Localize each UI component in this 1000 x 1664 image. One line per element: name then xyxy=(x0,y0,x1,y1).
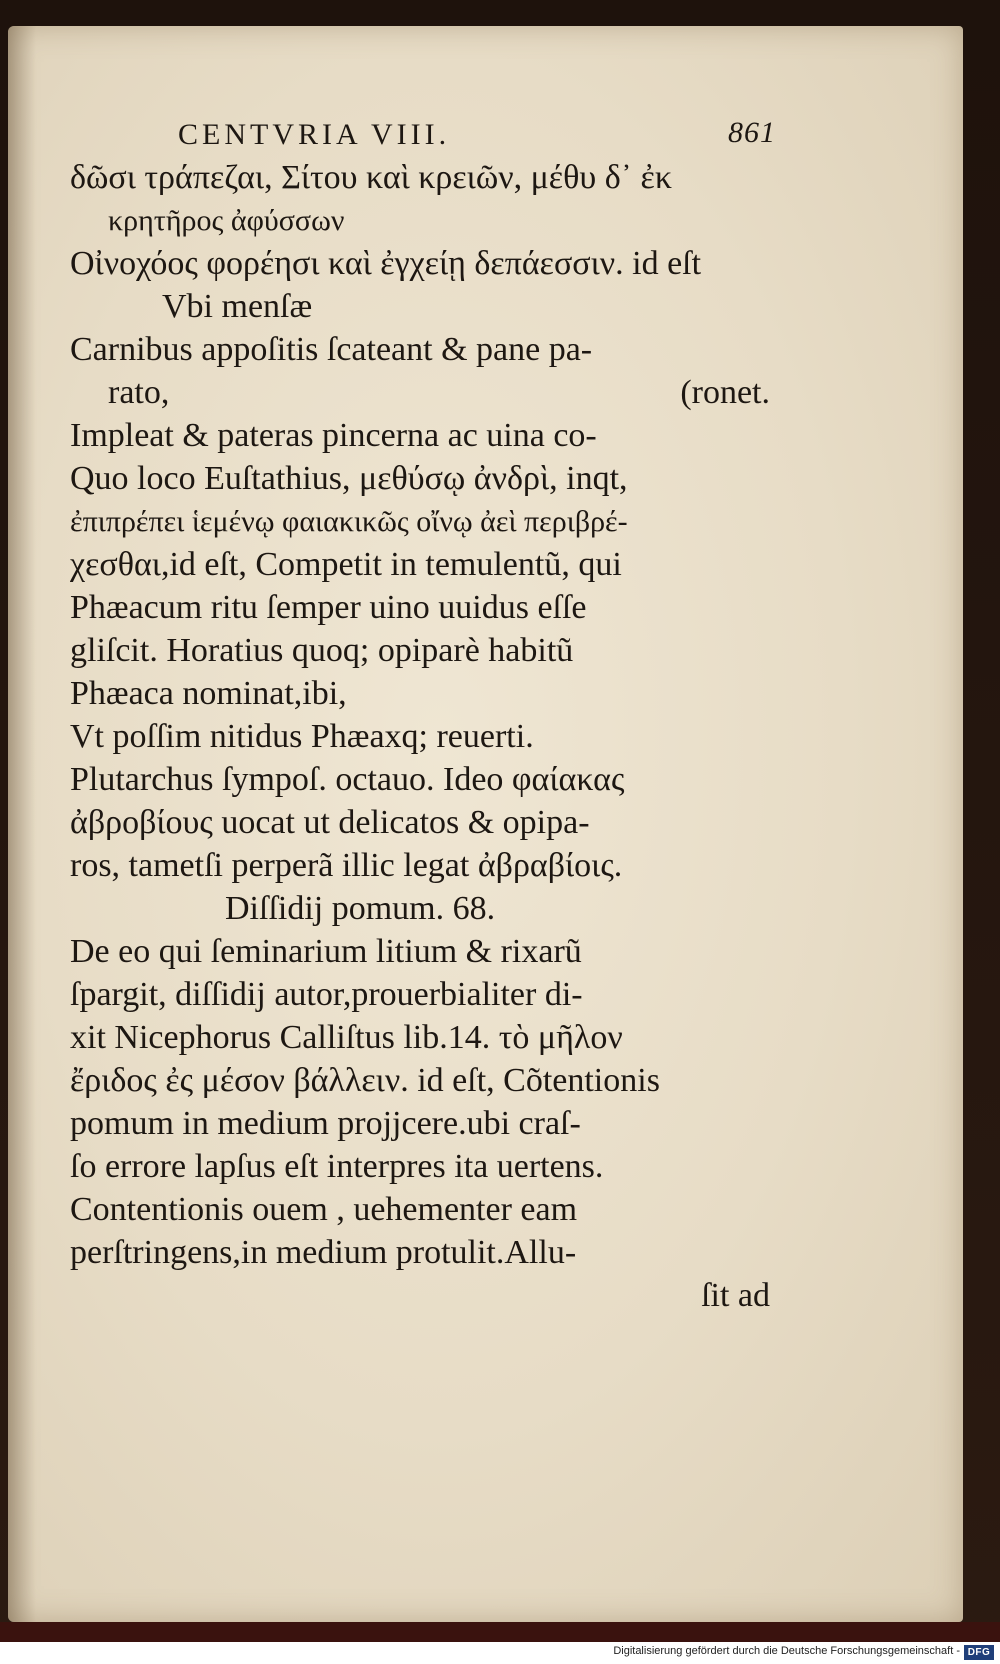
text-line: gliſcit. Horatius quoq; opiparè habitũ xyxy=(70,632,574,669)
text-line: ſo errore lapſus eſt interpres ita uertens. xyxy=(70,1148,604,1185)
text-line: κρητῆρος ἀφύσσων xyxy=(108,204,345,237)
text-line: Contentionis ouem , uehementer eam xyxy=(70,1191,578,1228)
page-header xyxy=(70,112,776,156)
page-text-block xyxy=(70,112,776,1317)
text-line: Phæaca nominat,ibi, xyxy=(70,675,347,712)
digitization-credit: Digitalisierung gefördert durch die Deutsche Forschungsgemeinschaft - xyxy=(613,1645,960,1657)
footer-strip xyxy=(0,1642,1000,1664)
text-line: Phæacum ritu ſemper uino uuidus eſſe xyxy=(70,589,587,626)
catchword-line xyxy=(70,1274,770,1317)
text-line: Vbi menſæ xyxy=(162,288,313,325)
text-line-with-tail xyxy=(70,371,770,414)
catchword: ſit ad xyxy=(701,1277,770,1314)
text-line: ἐπιπρέπει ἱεμένῳ φαιακικῶς οἴνῳ ἀεὶ περιβρέ- xyxy=(70,505,628,538)
text-line: δῶσι τράπεζαι, Σίτου καὶ κρειῶν, μέθυ δ᾽ ἐκ xyxy=(70,159,672,196)
text-line: rato, xyxy=(108,374,170,411)
text-line: ros, tametſi perperã illic legat ἀβραβίοις. xyxy=(70,847,623,884)
dfg-logo-icon: DFG xyxy=(964,1645,994,1660)
section-heading: Diſſidij pomum. 68. xyxy=(225,890,496,927)
text-line: χεσθαι,id eſt, Competit in temulentũ, qui xyxy=(70,546,622,583)
text-line: Plutarchus ſympoſ. octauo. Ideo φαίακας xyxy=(70,761,625,798)
text-line: Οἰνοχόος φορέησι καὶ ἐγχείῃ δεπάεσσιν. id eſt xyxy=(70,245,702,282)
text-line: perſtringens,in medium protulit.Allu- xyxy=(70,1234,577,1271)
page-number: 861 xyxy=(728,116,776,149)
text-line: ἀβροβίους uocat ut delicatos & opipa- xyxy=(70,804,590,841)
running-head: CENTVRIA VIII. xyxy=(178,118,451,151)
text-line: xit Nicephorus Calliſtus lib.14. τὸ μῆλον xyxy=(70,1019,623,1056)
text-line: Quo loco Euſtathius, μεθύσῳ ἀνδρὶ, inqt, xyxy=(70,460,628,497)
text-line: De eo qui ſeminarium litium & rixarũ xyxy=(70,933,582,970)
page-bottom-edge xyxy=(0,1622,1000,1642)
text-line-tail: (ronet. xyxy=(680,374,770,411)
text-line: Carnibus appoſitis ſcateant & pane pa- xyxy=(70,331,593,368)
text-line: ἔριδος ἐς μέσον βάλλειν. id eſt, Cõtentionis xyxy=(70,1062,660,1099)
text-line: Vt poſſim nitidus Phæaxq; reuerti. xyxy=(70,718,534,755)
text-line: Impleat & pateras pincerna ac uina co- xyxy=(70,417,597,454)
text-line: pomum in medium projjcere.ubi craſ- xyxy=(70,1105,581,1142)
text-line: ſpargit, diſſidij autor,prouerbialiter di- xyxy=(70,976,583,1013)
